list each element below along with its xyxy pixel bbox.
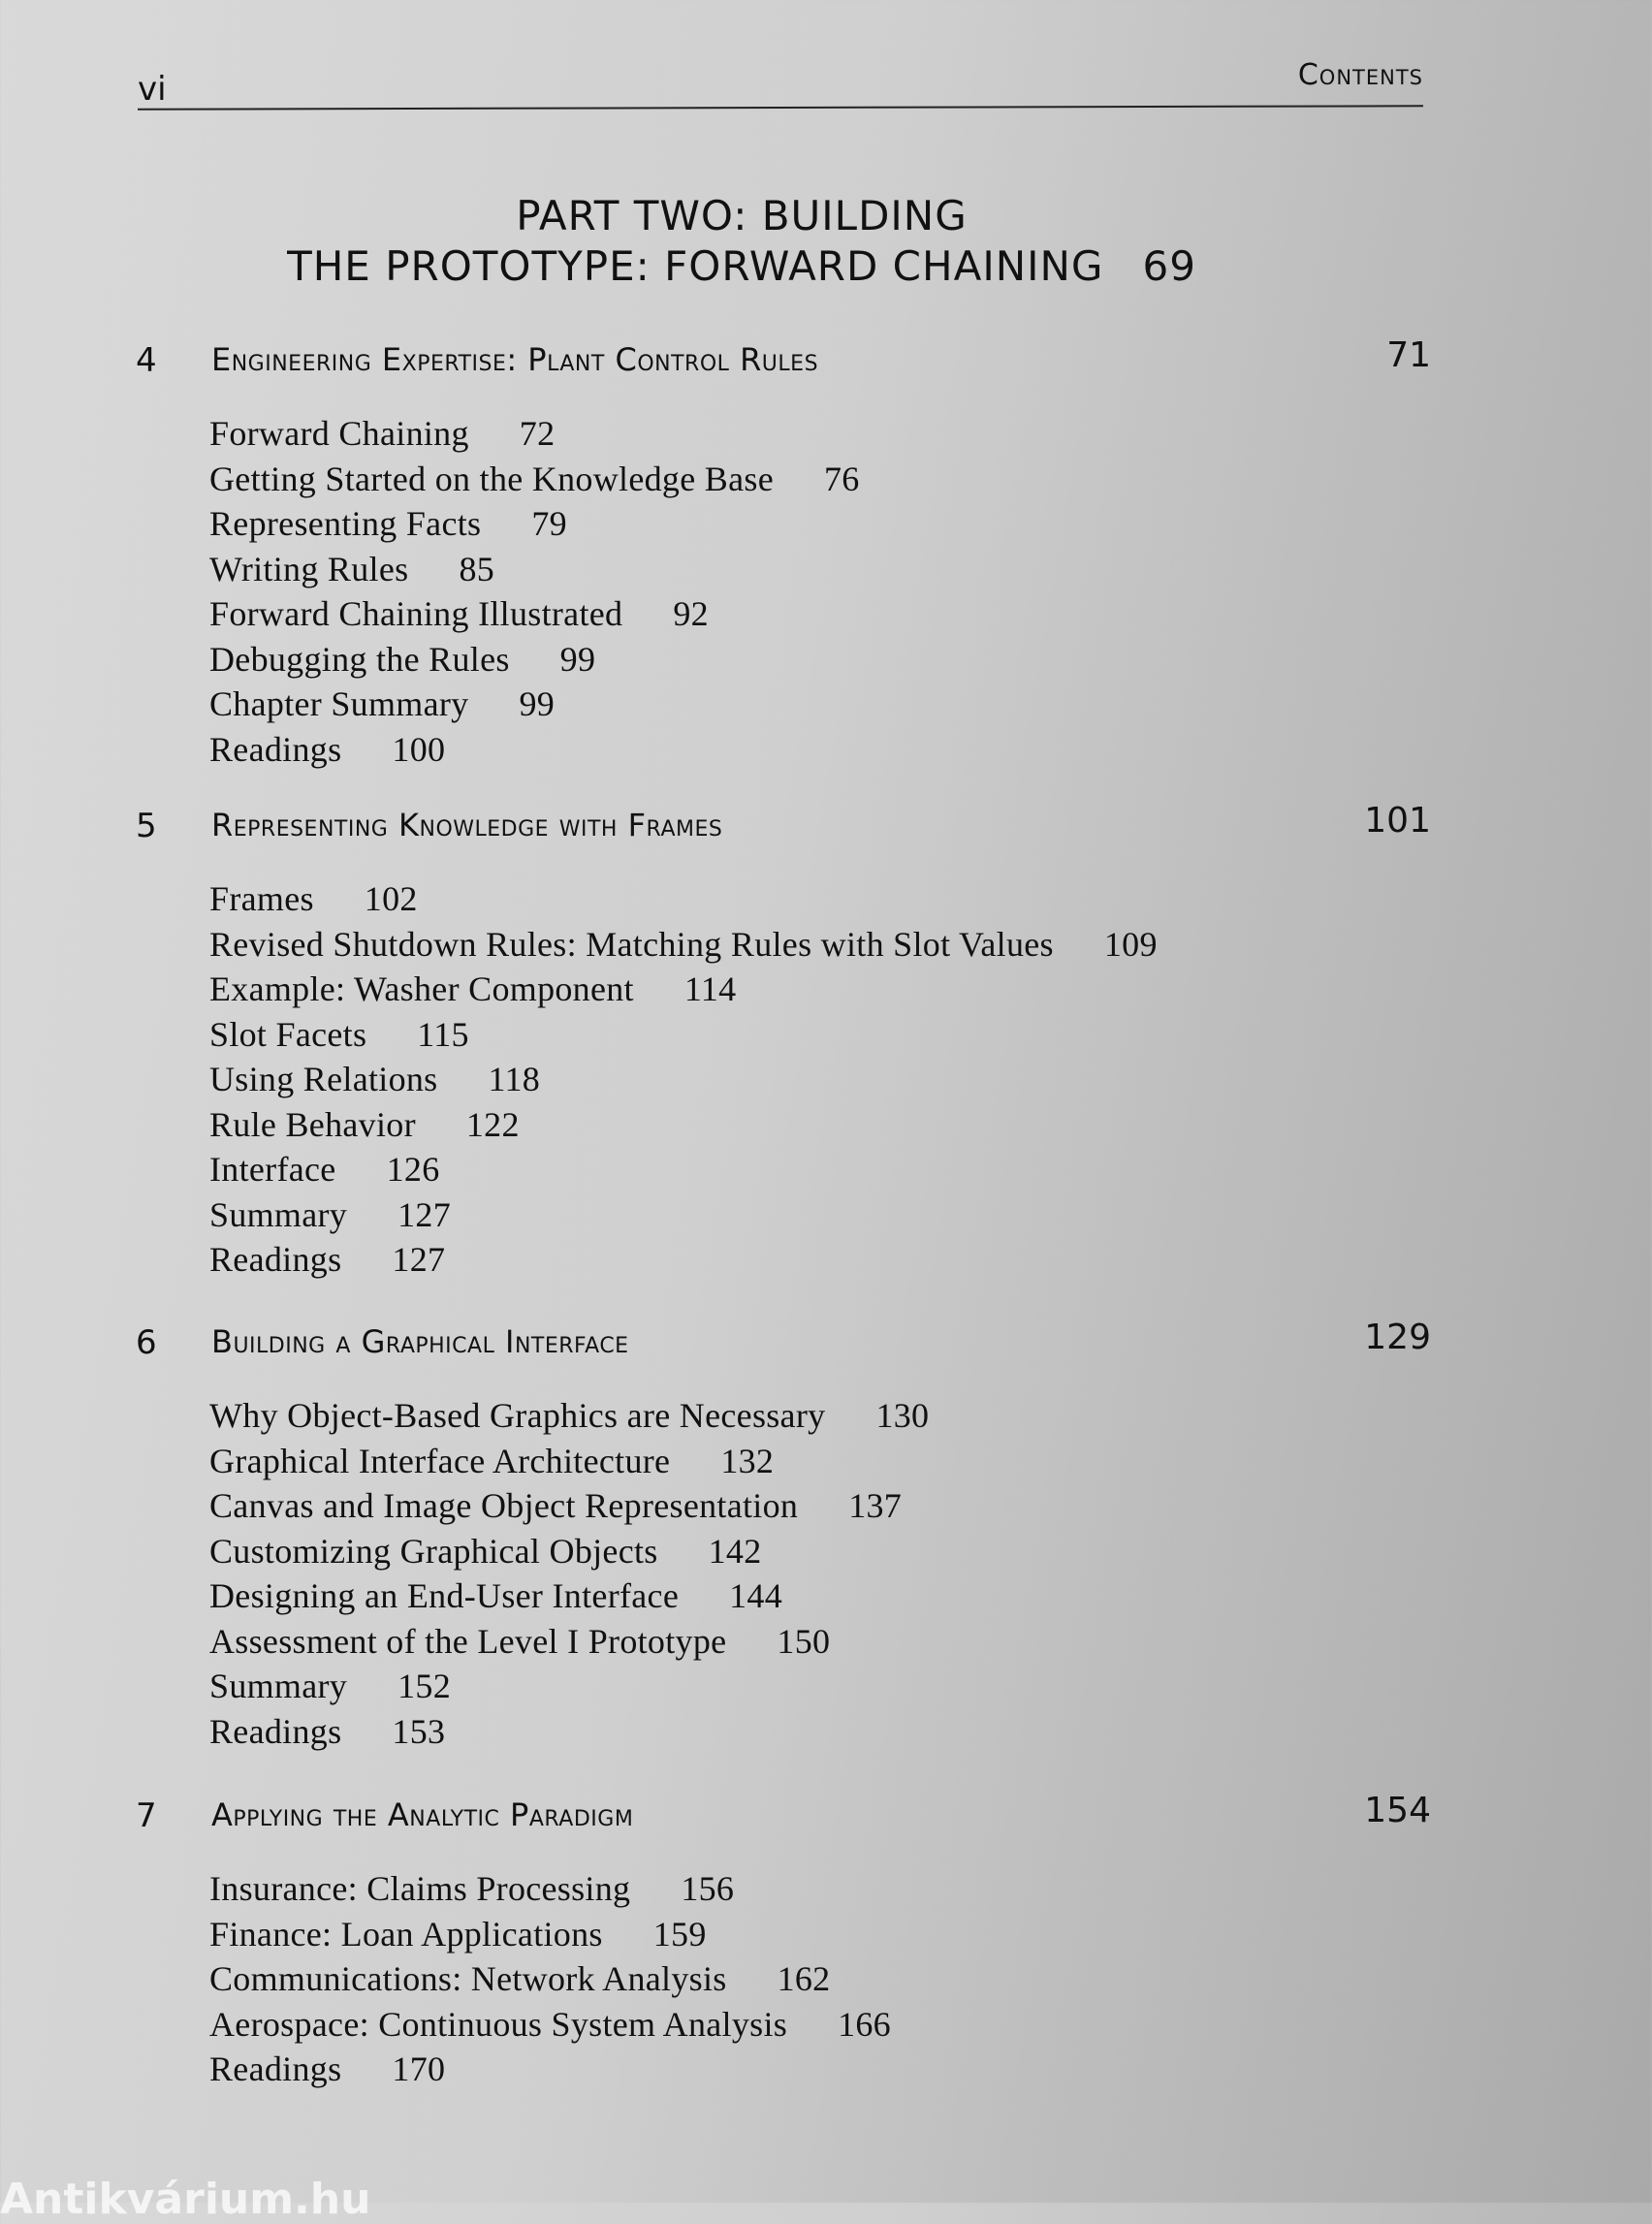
entry-title: Aerospace: Continuous System Analysis xyxy=(209,2004,788,2044)
section-list xyxy=(209,876,1652,1283)
chapter-section xyxy=(0,801,1652,1283)
entry-title: Designing an End-User Interface xyxy=(209,1576,680,1615)
entry-page: 170 xyxy=(392,2049,446,2088)
entry-title: Customizing Graphical Objects xyxy=(209,1531,658,1571)
toc-entry xyxy=(209,1057,1652,1102)
entry-page: 152 xyxy=(397,1667,451,1705)
entry-page: 114 xyxy=(683,969,737,1008)
entry-page: 132 xyxy=(720,1441,775,1480)
entry-title: Summary xyxy=(209,1194,348,1234)
entry-page: 109 xyxy=(1103,924,1158,964)
toc-entry xyxy=(209,547,1652,592)
chapter-number: 5 xyxy=(136,807,157,845)
entry-page: 142 xyxy=(708,1531,762,1571)
entry-page: 118 xyxy=(488,1060,541,1098)
toc-entry xyxy=(209,1102,1652,1148)
toc-entry xyxy=(209,1956,1652,2002)
chapter-title: Engineering Expertise: Plant Control Rules xyxy=(211,341,819,378)
toc-entry xyxy=(209,876,1652,922)
entry-page: 72 xyxy=(519,414,556,453)
entry-page: 153 xyxy=(392,1711,446,1751)
entry-title: Using Relations xyxy=(209,1060,438,1098)
page-number: vi xyxy=(138,70,167,109)
entry-title: Getting Started on the Knowledge Base xyxy=(209,459,774,498)
entry-page: 156 xyxy=(681,1869,735,1908)
chapter-page: 154 xyxy=(1364,1791,1431,1830)
entry-title: Rule Behavior xyxy=(209,1104,416,1144)
chapter-heading xyxy=(0,335,1652,390)
entry-title: Readings xyxy=(209,1240,342,1279)
chapter-page: 101 xyxy=(1364,801,1431,841)
entry-title: Readings xyxy=(209,729,342,769)
toc-entry xyxy=(209,1483,1652,1529)
entry-title: Frames xyxy=(209,879,314,918)
entry-page: 159 xyxy=(652,1914,707,1954)
entry-title: Writing Rules xyxy=(209,549,409,588)
entry-title: Debugging the Rules xyxy=(209,639,510,679)
chapter-number: 7 xyxy=(136,1796,157,1835)
toc-entry xyxy=(209,501,1652,547)
chapter-section xyxy=(0,335,1652,772)
entry-title: Graphical Interface Architecture xyxy=(209,1441,671,1480)
entry-page: 92 xyxy=(673,594,709,633)
chapter-title: Representing Knowledge with Frames xyxy=(211,807,723,843)
part-title-text: THE PROTOTYPE: FORWARD CHAINING xyxy=(287,242,1104,290)
entry-title: Communications: Network Analysis xyxy=(209,1959,727,1998)
entry-title: Canvas and Image Object Representation xyxy=(209,1486,799,1525)
running-title: Contents xyxy=(1297,58,1423,92)
entry-title: Insurance: Claims Processing xyxy=(209,1869,631,1908)
entry-title: Representing Facts xyxy=(209,504,482,543)
entry-title: Assessment of the Level I Prototype xyxy=(209,1621,727,1661)
entry-page: 166 xyxy=(838,2004,891,2044)
section-list xyxy=(209,1866,1652,2092)
toc-entry xyxy=(209,2002,1652,2048)
chapter-heading xyxy=(0,1318,1652,1372)
entry-page: 130 xyxy=(875,1396,930,1435)
entry-page: 150 xyxy=(777,1621,831,1661)
chapter-heading xyxy=(0,801,1652,855)
toc-entry xyxy=(209,1237,1652,1283)
entry-page: 115 xyxy=(417,1014,469,1054)
toc-entry xyxy=(209,922,1652,968)
toc-entry xyxy=(209,1664,1652,1709)
entry-page: 76 xyxy=(823,459,860,498)
toc-entry xyxy=(209,637,1652,683)
watermark: Antikvárium.hu xyxy=(0,2175,371,2224)
entry-title: Why Object-Based Graphics are Necessary xyxy=(209,1396,826,1435)
chapter-number: 4 xyxy=(136,341,157,380)
entry-title: Slot Facets xyxy=(209,1014,367,1054)
part-page: 69 xyxy=(1142,242,1196,290)
entry-title: Finance: Loan Applications xyxy=(209,1914,603,1954)
toc-entry xyxy=(209,1912,1652,1957)
entry-page: 99 xyxy=(559,639,596,679)
toc-entry xyxy=(209,457,1652,502)
entry-page: 100 xyxy=(392,729,446,769)
entry-title: Example: Washer Component xyxy=(209,969,634,1008)
section-list xyxy=(209,1393,1652,1754)
toc-entry xyxy=(209,1573,1652,1619)
entry-title: Revised Shutdown Rules: Matching Rules with Slot Values xyxy=(209,924,1054,964)
entry-page: 85 xyxy=(459,549,495,588)
chapter-heading xyxy=(0,1791,1652,1845)
toc-entry xyxy=(209,1619,1652,1665)
chapter-section xyxy=(0,1791,1652,2092)
entry-page: 127 xyxy=(397,1194,451,1234)
entry-title: Readings xyxy=(209,1711,342,1751)
toc-entry xyxy=(209,591,1652,637)
toc-entry xyxy=(209,1439,1652,1484)
entry-title: Forward Chaining xyxy=(209,414,469,453)
entry-page: 162 xyxy=(777,1959,831,1998)
section-list xyxy=(209,411,1652,772)
toc-entry xyxy=(209,1192,1652,1238)
toc-entry xyxy=(209,411,1652,457)
chapter-title: Building a Graphical Interface xyxy=(211,1323,629,1360)
entry-title: Summary xyxy=(209,1667,348,1705)
toc-entry xyxy=(209,1866,1652,1912)
chapter-number: 6 xyxy=(136,1323,157,1362)
header-rule xyxy=(138,105,1423,110)
toc-entry xyxy=(209,967,1652,1012)
entry-page: 79 xyxy=(531,504,567,543)
toc-entry xyxy=(209,1147,1652,1192)
entry-page: 137 xyxy=(848,1486,903,1525)
toc-entry xyxy=(209,1393,1652,1439)
entry-title: Chapter Summary xyxy=(209,684,469,723)
toc-entry xyxy=(209,682,1652,727)
toc-entry xyxy=(209,727,1652,773)
chapter-section xyxy=(0,1318,1652,1754)
toc-entry xyxy=(209,1012,1652,1058)
chapter-page: 71 xyxy=(1386,335,1431,375)
toc-entry xyxy=(209,2047,1652,2092)
part-title-line2 xyxy=(0,242,1483,290)
chapter-page: 129 xyxy=(1364,1318,1431,1357)
entry-page: 122 xyxy=(465,1104,520,1144)
entry-page: 99 xyxy=(519,684,556,723)
entry-page: 127 xyxy=(392,1240,446,1279)
entry-page: 126 xyxy=(386,1150,440,1189)
toc-entry xyxy=(209,1709,1652,1755)
entry-title: Forward Chaining Illustrated xyxy=(209,594,623,633)
entry-page: 144 xyxy=(729,1576,783,1615)
chapter-title: Applying the Analytic Paradigm xyxy=(211,1796,634,1833)
part-title-line1: PART TWO: BUILDING xyxy=(516,192,968,239)
toc-entry xyxy=(209,1529,1652,1574)
entry-title: Readings xyxy=(209,2049,342,2088)
entry-title: Interface xyxy=(209,1150,336,1189)
entry-page: 102 xyxy=(364,879,418,918)
